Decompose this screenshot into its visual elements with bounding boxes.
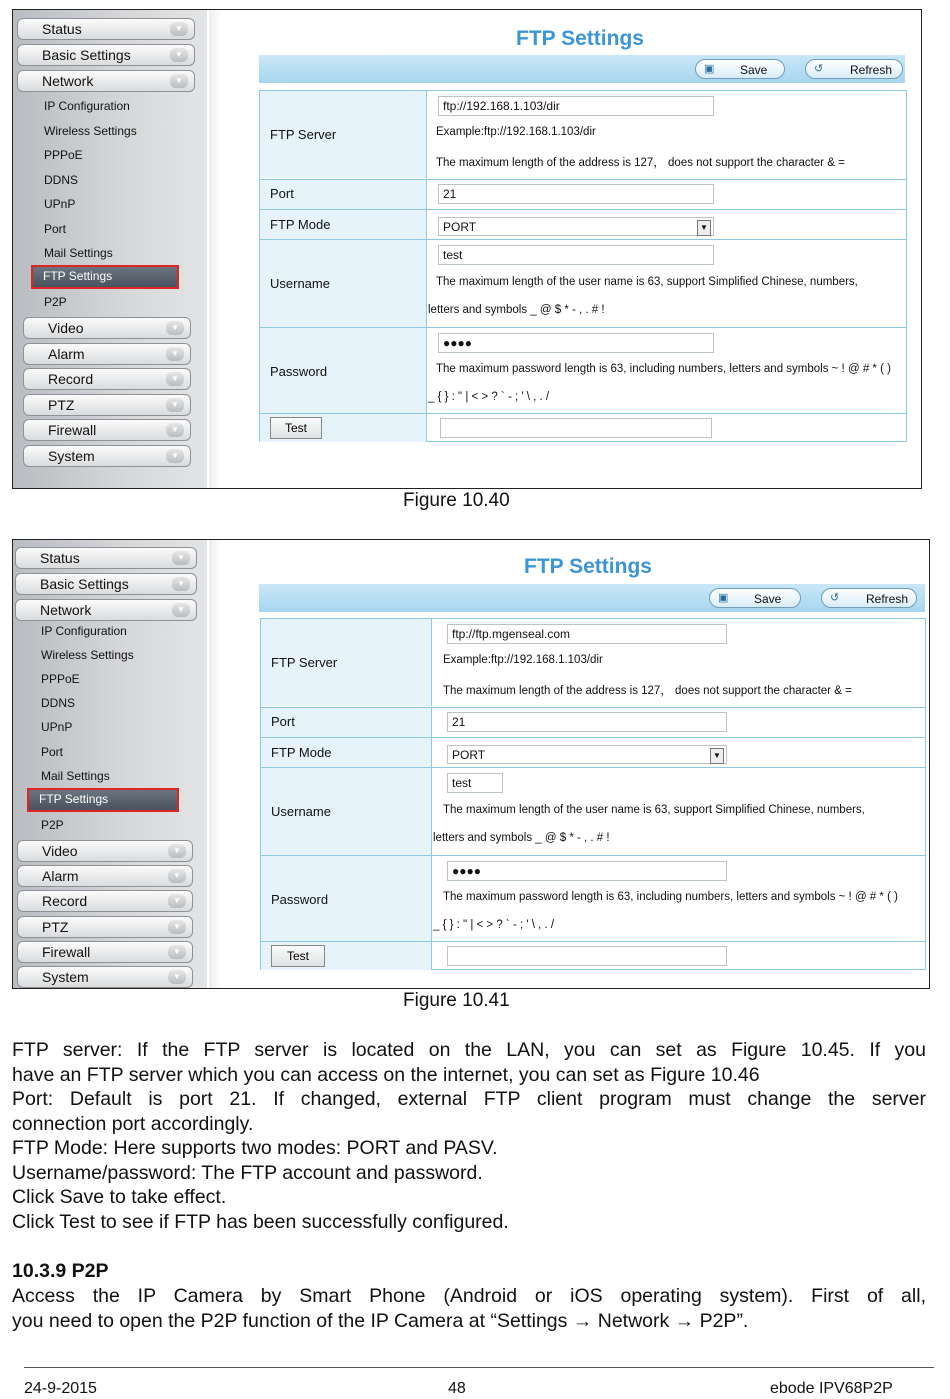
submenu-upnp[interactable]: UPnP (44, 197, 76, 211)
username-input[interactable]: test (447, 773, 503, 793)
menu-firewall[interactable] (17, 941, 193, 963)
menu-ptz[interactable] (23, 394, 191, 416)
page-title: FTP Settings (516, 27, 644, 50)
port-row (260, 179, 906, 210)
menu-record-label: Record (42, 893, 88, 909)
port-paragraph-line1: Port: Default is port 21. If changed, external FTP client program must change the server (12, 1088, 926, 1110)
password-row (261, 855, 925, 942)
save-icon: ▣ (718, 592, 729, 604)
menu-alarm-label: Alarm (42, 868, 79, 884)
menu-video[interactable] (17, 840, 193, 862)
refresh-button[interactable] (821, 588, 917, 608)
submenu-p2p[interactable]: P2P (41, 818, 64, 832)
section-heading-p2p: 10.3.9 P2P (12, 1260, 109, 1282)
page-title: FTP Settings (524, 555, 652, 578)
ftp-mode-paragraph: FTP Mode: Here supports two modes: PORT and PASV. (12, 1137, 498, 1159)
footer-date: 24-9-2015 (24, 1380, 97, 1397)
username-password-paragraph: Username/password: The FTP account and password. (12, 1161, 483, 1184)
ftp-server-input[interactable]: ftp://192.168.1.103/dir (438, 96, 714, 116)
save-button[interactable] (709, 588, 801, 608)
ftp-mode-select[interactable] (438, 217, 714, 236)
submenu-ip-configuration[interactable]: IP Configuration (44, 99, 130, 113)
password-row (260, 327, 906, 414)
submenu-wireless-settings[interactable]: Wireless Settings (41, 648, 134, 662)
menu-alarm-label: Alarm (48, 346, 85, 362)
username-label: Username (270, 276, 330, 291)
menu-network[interactable] (15, 599, 197, 621)
submenu-ddns[interactable]: DDNS (44, 173, 79, 187)
submenu-port[interactable]: Port (41, 745, 64, 759)
username-row (260, 239, 906, 327)
ftp-server-row (261, 619, 925, 706)
dropdown-arrow-icon: ▼ (710, 748, 724, 764)
port-input[interactable]: 21 (447, 712, 727, 732)
submenu-wireless-settings[interactable]: Wireless Settings (44, 124, 137, 138)
menu-basic-settings[interactable] (17, 44, 195, 66)
sidebar-separator (209, 540, 221, 988)
username-hint-2: letters and symbols _ @ $ * - , . # ! (433, 832, 610, 844)
password-hint-2: _ { } : " | < > ? ` - ; ' \ , . / (433, 919, 555, 931)
password-input[interactable]: ●●●● (447, 861, 727, 881)
ftp-form (259, 90, 907, 442)
username-label-cell (260, 240, 427, 327)
menu-system[interactable] (23, 445, 191, 467)
password-label: Password (270, 364, 328, 379)
submenu-mail-settings[interactable]: Mail Settings (41, 769, 110, 783)
ftp-server-hint: The maximum length of the address is 127， does not support the character & = (436, 157, 845, 169)
ftp-server-paragraph-line2: have an FTP server which you can access on the internet, you can set as Figure 10.46 (12, 1063, 760, 1086)
menu-basic-settings-label: Basic Settings (42, 47, 131, 63)
submenu-pppoe[interactable]: PPPoE (41, 672, 80, 686)
password-hint-1: The maximum password length is 63, including numbers, letters and symbols ~ ! @ # * ( ) (436, 363, 891, 375)
port-row (261, 707, 925, 738)
settings-sidebar (13, 10, 207, 488)
submenu-p2p[interactable]: P2P (44, 295, 67, 309)
refresh-button[interactable] (805, 59, 903, 79)
ftp-server-hint: The maximum length of the address is 127， does not support the character & = (443, 685, 852, 697)
p2p-paragraph-line2: you need to open the P2P function of the IP Camera at “Settings → Network → P2P”. (12, 1309, 749, 1332)
chevron-down-icon: ▼ (170, 74, 188, 88)
menu-record-label: Record (48, 371, 94, 387)
password-label-cell (260, 328, 427, 414)
submenu-ddns[interactable]: DDNS (41, 696, 76, 710)
password-label: Password (271, 892, 329, 907)
save-icon: ▣ (704, 63, 715, 75)
save-button-label: Save (754, 592, 782, 606)
figure-10-41-caption: Figure 10.41 (403, 990, 510, 1011)
test-result-field (440, 418, 712, 438)
ftp-mode-value: PORT (443, 220, 477, 234)
toolbar (259, 55, 905, 83)
test-button[interactable]: Test (270, 417, 322, 439)
menu-record[interactable] (23, 368, 191, 390)
chevron-down-icon: ▼ (166, 449, 184, 463)
settings-sidebar (13, 540, 207, 988)
menu-video-label: Video (42, 843, 78, 859)
footer-page-number: 48 (448, 1380, 466, 1397)
submenu-upnp[interactable]: UPnP (41, 720, 73, 734)
test-button[interactable]: Test (271, 945, 325, 967)
ftp-mode-select[interactable] (447, 745, 727, 764)
chevron-down-icon: ▼ (166, 423, 184, 437)
menu-network[interactable] (17, 70, 195, 92)
chevron-down-icon: ▼ (170, 22, 188, 36)
ftp-server-label: FTP Server (270, 127, 337, 142)
chevron-down-icon: ▼ (172, 603, 190, 617)
refresh-icon: ↺ (830, 592, 840, 604)
refresh-button-label: Refresh (850, 63, 893, 77)
chevron-down-icon: ▼ (168, 869, 186, 883)
ftp-server-paragraph-line1: FTP server: If the FTP server is located on the LAN, you can set as Figure 10.45. If you (12, 1039, 926, 1061)
menu-firewall-label: Firewall (42, 944, 91, 960)
figure-10-41-screenshot (12, 539, 930, 989)
username-hint-1: The maximum length of the user name is 63, support Simplified Chinese, numbers, (443, 804, 865, 816)
chevron-down-icon: ▼ (170, 48, 188, 62)
username-hint-2: letters and symbols _ @ $ * - , . # ! (428, 304, 605, 316)
port-paragraph-line2: connection port accordingly. (12, 1112, 254, 1135)
menu-system[interactable] (17, 966, 193, 988)
port-input[interactable]: 21 (438, 184, 714, 204)
ftp-server-input[interactable]: ftp://ftp.mgenseal.com (447, 624, 727, 644)
port-label: Port (270, 186, 294, 201)
menu-status[interactable] (15, 547, 197, 569)
chevron-down-icon: ▼ (172, 577, 190, 591)
password-label-cell (261, 856, 432, 942)
refresh-button-label: Refresh (866, 592, 909, 606)
ftp-mode-value: PORT (452, 748, 486, 762)
ftp-description (12, 1038, 926, 1234)
dropdown-arrow-icon: ▼ (697, 220, 711, 236)
password-input[interactable]: ●●●● (438, 333, 714, 353)
ftp-server-example: Example:ftp://192.168.1.103/dir (436, 126, 596, 138)
username-input[interactable]: test (438, 245, 714, 265)
ftp-mode-label-cell (260, 210, 427, 240)
p2p-description (12, 1284, 926, 1333)
menu-firewall-label: Firewall (48, 422, 97, 438)
ftp-mode-row (260, 209, 906, 240)
ftp-mode-label-cell (261, 738, 432, 768)
menu-basic-settings[interactable] (15, 573, 197, 595)
menu-system-label: System (48, 448, 95, 464)
menu-alarm[interactable] (17, 865, 193, 887)
menu-system-label: System (42, 969, 89, 985)
menu-ptz-label: PTZ (42, 919, 69, 935)
figure-10-40-screenshot (12, 9, 922, 489)
ftp-form (260, 618, 926, 970)
save-button-label: Save (740, 63, 768, 77)
sidebar-separator (209, 10, 221, 488)
password-hint-1: The maximum password length is 63, including numbers, letters and symbols ~ ! @ # * ( ) (443, 891, 898, 903)
test-row (260, 413, 906, 442)
test-result-field (447, 946, 727, 966)
menu-basic-settings-label: Basic Settings (40, 576, 129, 592)
ftp-server-label-cell (261, 619, 432, 706)
submenu-pppoe[interactable]: PPPoE (44, 148, 83, 162)
username-row (261, 767, 925, 855)
port-label-cell (261, 708, 432, 738)
username-label-cell (261, 768, 432, 855)
submenu-ip-configuration[interactable]: IP Configuration (41, 624, 127, 638)
menu-status[interactable] (17, 18, 195, 40)
ftp-mode-label: FTP Mode (271, 745, 332, 760)
chevron-down-icon: ▼ (168, 945, 186, 959)
ftp-server-label-cell (260, 91, 427, 178)
submenu-port[interactable]: Port (44, 222, 67, 236)
menu-record[interactable] (17, 890, 193, 912)
ftp-mode-label: FTP Mode (270, 217, 331, 232)
chevron-down-icon: ▼ (166, 347, 184, 361)
menu-video[interactable] (23, 317, 191, 339)
chevron-down-icon: ▼ (166, 398, 184, 412)
toolbar (259, 584, 925, 612)
test-paragraph: Click Test to see if FTP has been successfully configured. (12, 1210, 509, 1233)
save-paragraph: Click Save to take effect. (12, 1186, 227, 1208)
save-button[interactable] (695, 59, 785, 79)
ftp-server-example: Example:ftp://192.168.1.103/dir (443, 654, 603, 666)
menu-status-label: Status (40, 550, 80, 566)
submenu-mail-settings[interactable]: Mail Settings (44, 246, 113, 260)
port-label: Port (271, 714, 295, 729)
chevron-down-icon: ▼ (168, 894, 186, 908)
ftp-mode-row (261, 737, 925, 768)
menu-status-label: Status (42, 21, 82, 37)
chevron-down-icon: ▼ (172, 551, 190, 565)
password-hint-2: _ { } : " | < > ? ` - ; ' \ , . / (428, 391, 550, 403)
figure-10-40-caption: Figure 10.40 (403, 490, 510, 511)
port-label-cell (260, 180, 427, 210)
chevron-down-icon: ▼ (168, 844, 186, 858)
chevron-down-icon: ▼ (168, 920, 186, 934)
chevron-down-icon: ▼ (168, 970, 186, 984)
footer-divider (24, 1367, 934, 1368)
menu-firewall[interactable] (23, 419, 191, 441)
ftp-server-row (260, 91, 906, 178)
footer-product: ebode IPV68P2P (770, 1380, 893, 1397)
menu-network-label: Network (42, 73, 94, 89)
chevron-down-icon: ▼ (166, 321, 184, 335)
menu-network-label: Network (40, 602, 92, 618)
refresh-icon: ↺ (814, 63, 824, 75)
submenu-ftp-settings[interactable]: FTP Settings (31, 265, 179, 289)
p2p-paragraph-line1: Access the IP Camera by Smart Phone (Android or iOS operating system). First of all, (12, 1285, 926, 1307)
menu-video-label: Video (48, 320, 84, 336)
submenu-ftp-settings[interactable]: FTP Settings (27, 788, 179, 812)
menu-ptz-label: PTZ (48, 397, 75, 413)
ftp-server-label: FTP Server (271, 655, 338, 670)
username-hint-1: The maximum length of the user name is 63, support Simplified Chinese, numbers, (436, 276, 858, 288)
username-label: Username (271, 804, 331, 819)
menu-alarm[interactable] (23, 343, 191, 365)
test-row (261, 941, 925, 970)
chevron-down-icon: ▼ (166, 372, 184, 386)
menu-ptz[interactable] (17, 916, 193, 938)
